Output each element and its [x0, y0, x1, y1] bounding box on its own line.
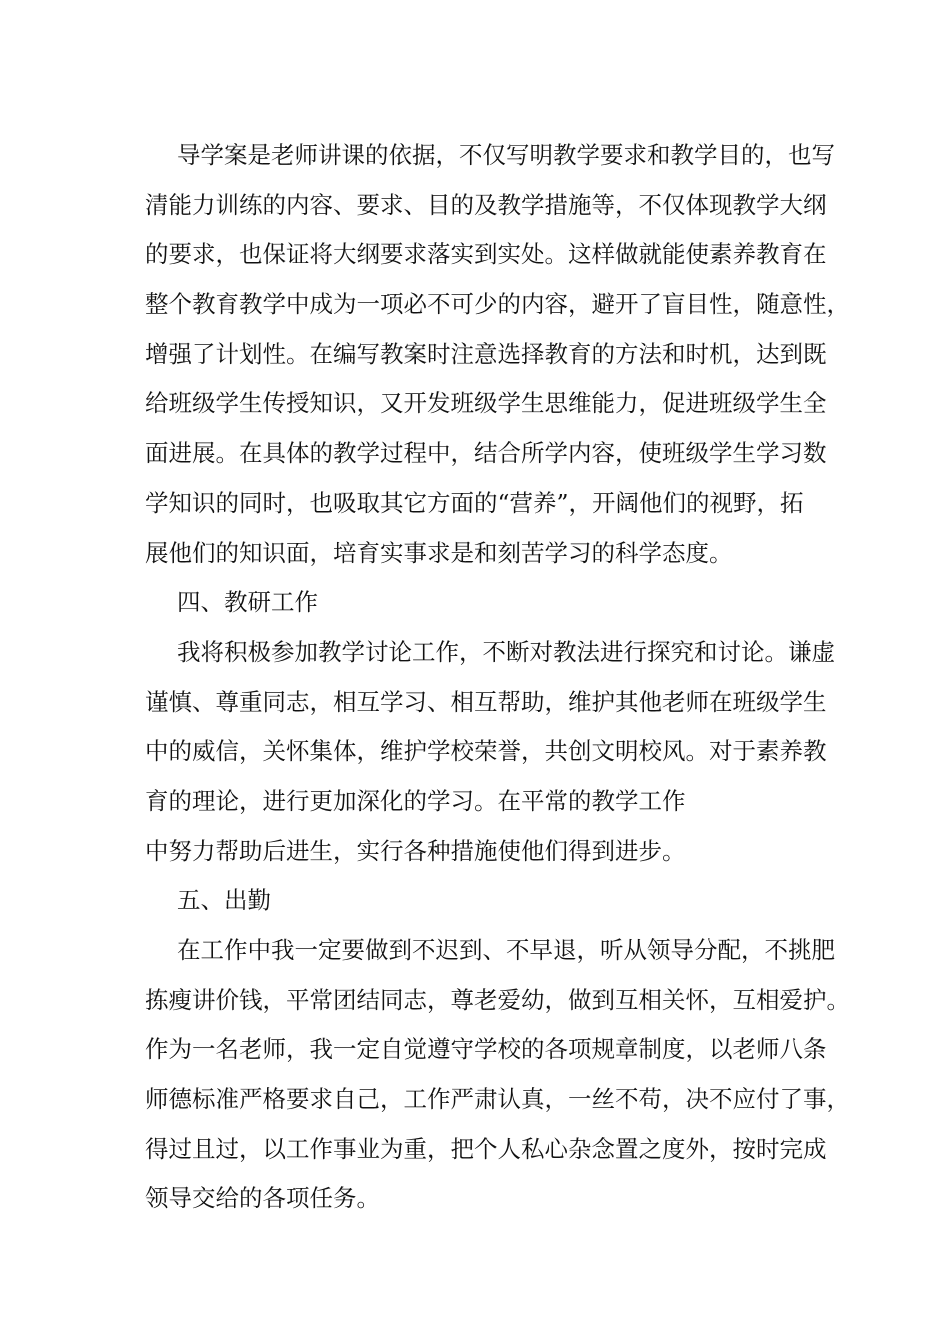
text-line: 作为一名老师，我一定自觉遵守学校的各项规章制度，以老师八条	[145, 1035, 827, 1064]
text-line: 拣瘦讲价钱，平常团结同志，尊老爱幼，做到互相关怀，互相爱护。	[145, 985, 850, 1014]
text-line: 导学案是老师讲课的依据，不仅写明教学要求和教学目的，也写	[177, 141, 835, 169]
text-line: 育的理论，进行更加深化的学习。在平常的教学工作	[145, 786, 686, 815]
text-line: 面进展。在具体的教学过程中，结合所学内容，使班级学生学习数	[145, 439, 827, 468]
text-line: 在工作中我一定要做到不迟到、不早退，听从领导分配，不挑肥	[177, 936, 835, 964]
text-line: 我将积极参加教学讨论工作，不断对教法进行探究和讨论。谦虚	[177, 637, 835, 666]
text-line: 整个教育教学中成为一项必不可少的内容，避开了盲目性，随意性，	[145, 290, 850, 319]
text-line: 中的威信，关怀集体，维护学校荣誉，共创文明校风。对于素养教	[145, 737, 827, 766]
section-heading: 四、教研工作	[177, 588, 318, 617]
text-line: 中努力帮助后进生，实行各种措施使他们得到进步。	[145, 836, 686, 865]
text-line: 给班级学生传授知识，又开发班级学生思维能力，促进班级学生全	[145, 389, 827, 418]
text-line: 的要求，也保证将大纲要求落实到实处。这样做就能使素养教育在	[145, 240, 827, 269]
text-line: 展他们的知识面，培育实事求是和刻苦学习的科学态度。	[145, 538, 733, 567]
text-line: 谨慎、尊重同志，相互学习、相互帮助，维护其他老师在班级学生	[145, 687, 827, 716]
text-line: 增强了计划性。在编写教案时注意选择教育的方法和时机，达到既	[145, 339, 827, 368]
text-line: 得过且过，以工作事业为重，把个人私心杂念置之度外，按时完成	[145, 1134, 827, 1163]
text-line: 清能力训练的内容、要求、目的及教学措施等，不仅体现教学大纲	[145, 190, 827, 219]
section-heading: 五、出勤	[177, 886, 271, 915]
text-line: 学知识的同时，也吸取其它方面的“营养”，开阔他们的视野，拓	[145, 488, 804, 517]
text-line: 师德标准严格要求自己，工作严肃认真，一丝不苟，决不应付了事，	[145, 1085, 850, 1114]
document-body	[145, 131, 850, 1224]
text-line: 领导交给的各项任务。	[145, 1184, 380, 1213]
